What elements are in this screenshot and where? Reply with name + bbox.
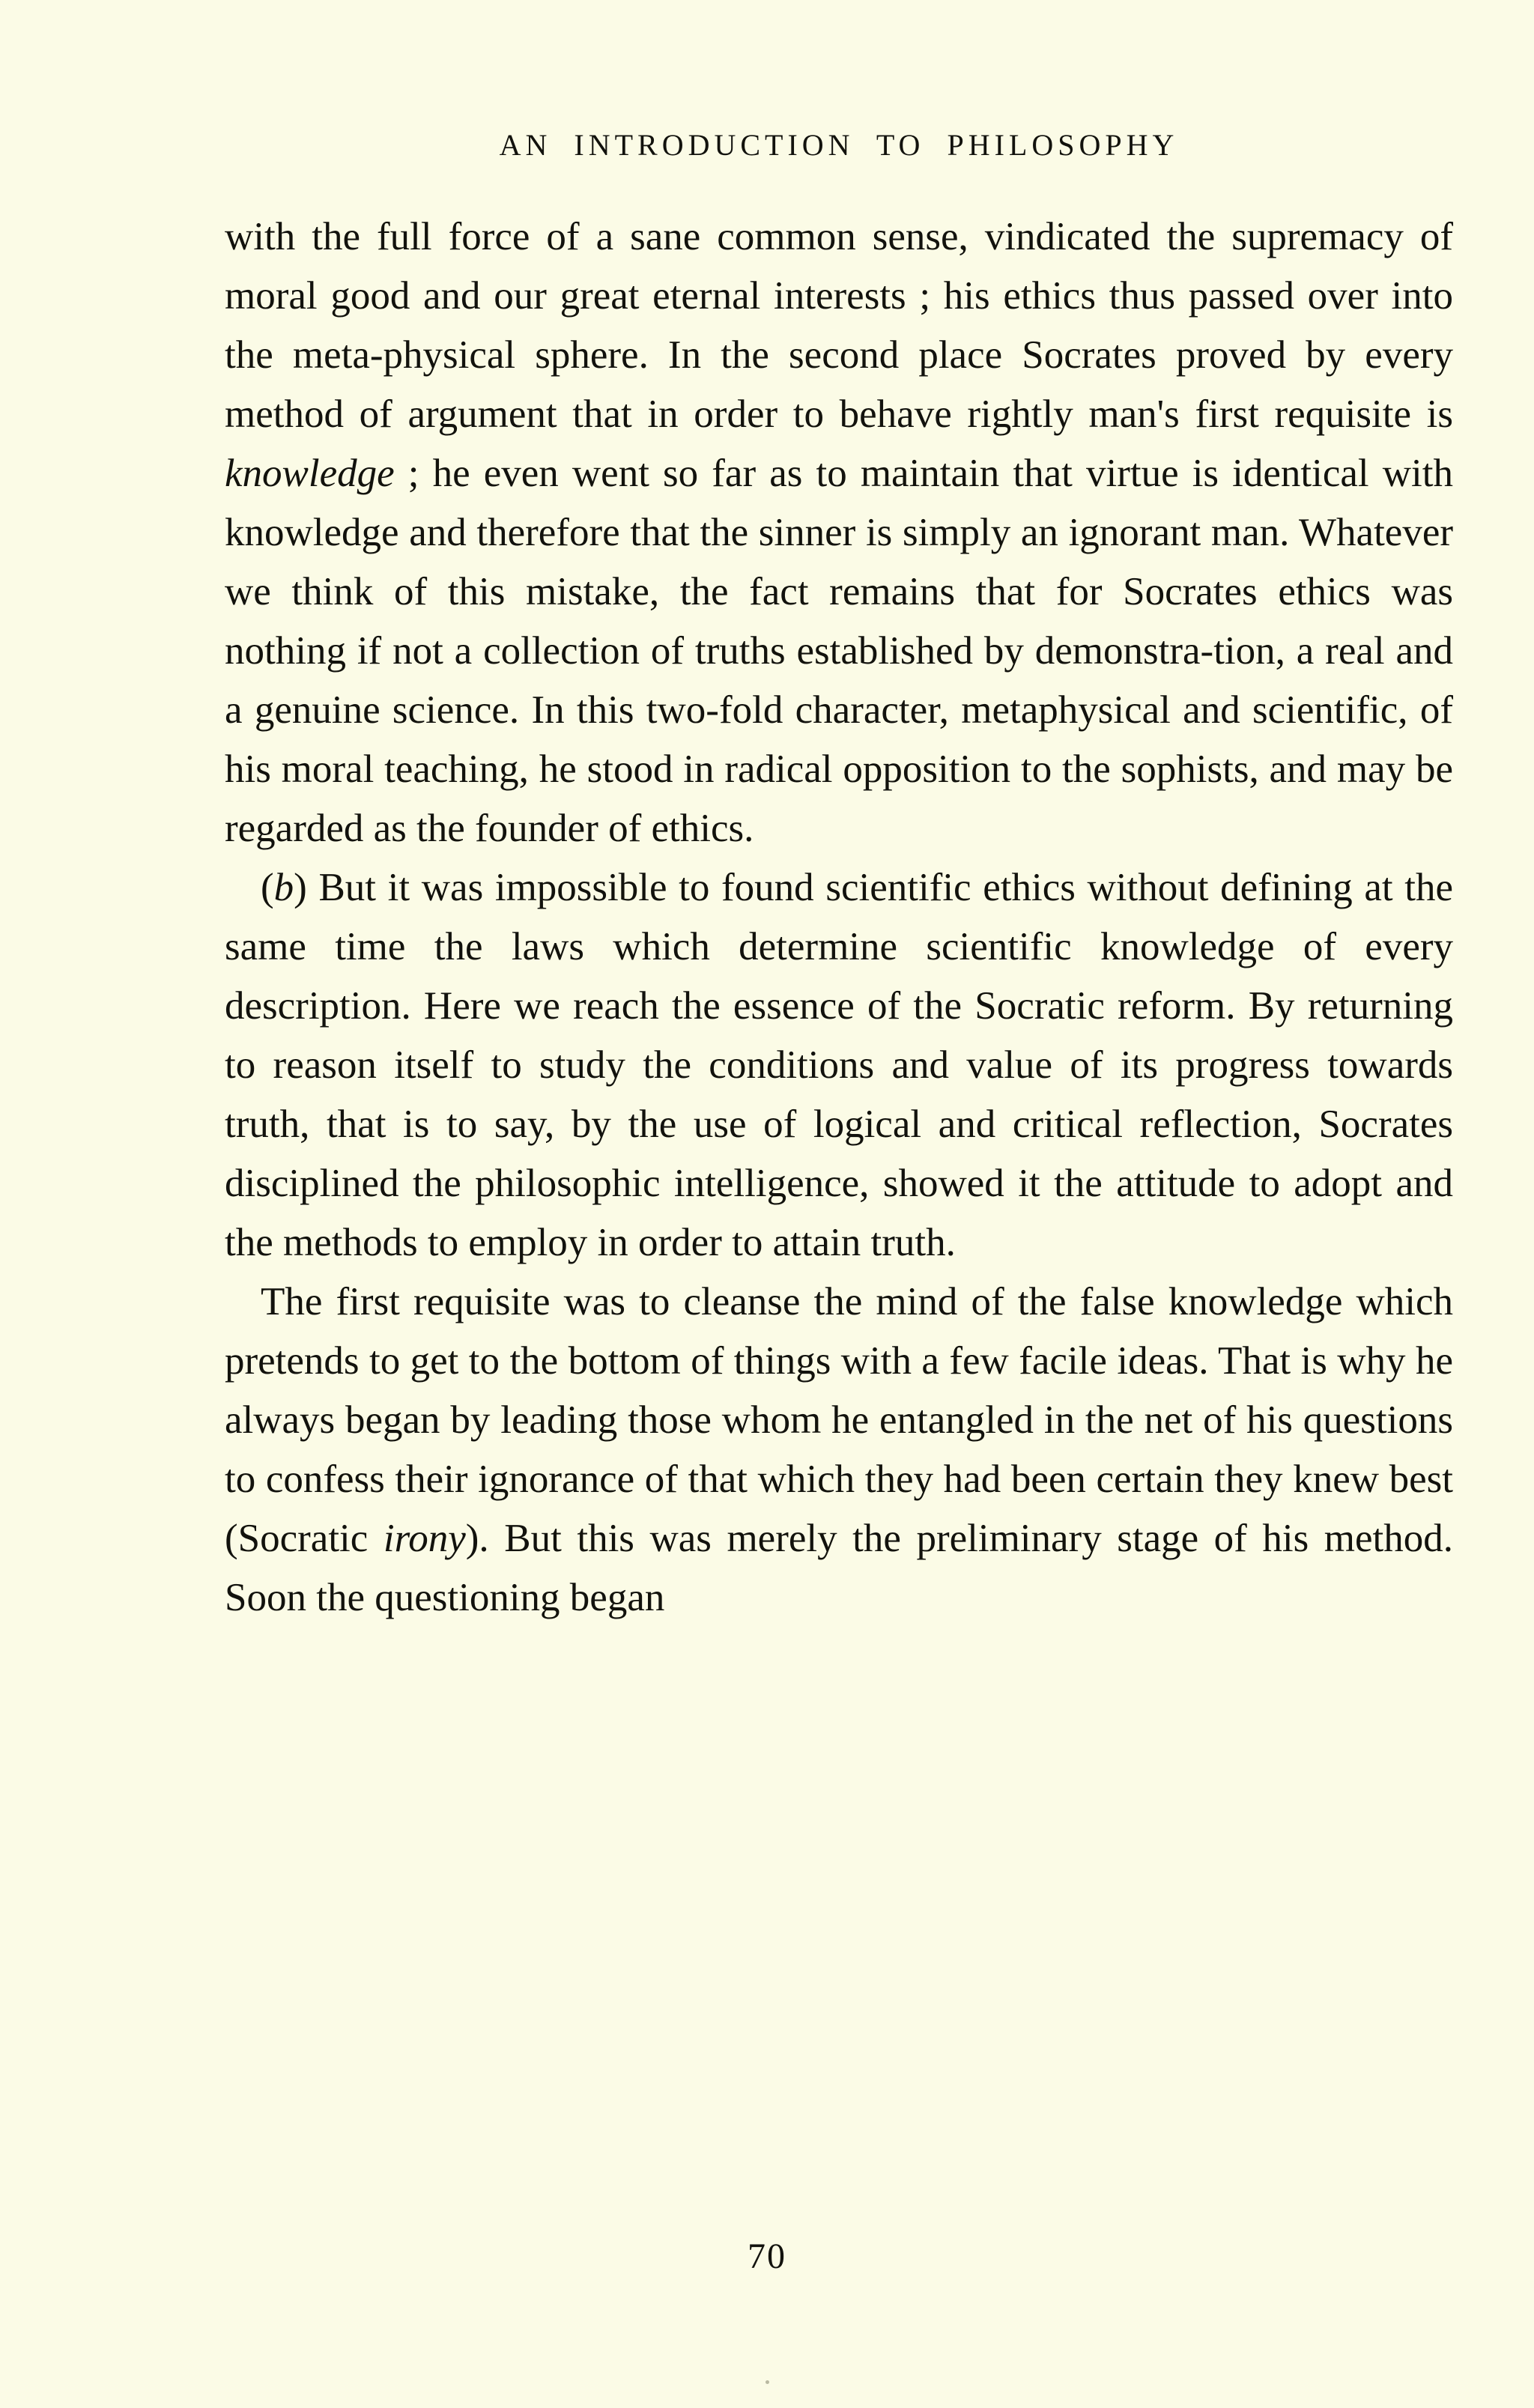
paragraph-2 [225,858,1453,1273]
text-run: ( [261,866,274,909]
text-run: ) But it was impossible to found scientific ethics without defining at the same time the laws which determine scientific knowledge of every description. Here we reach the essence of the Socratic reform. By returning to reason itself to study the conditions and value of its progress towards truth, that is to say, by the use of logical and critical reflection, Socrates disciplined the philosophic intelligence, showed it the attitude to adopt and the methods to employ in order to attain truth. [225,866,1453,1264]
italic-run: b [273,866,294,909]
body-text [225,207,1453,1628]
page-number: 70 [748,2236,786,2276]
italic-run: knowledge [225,452,395,495]
text-run: ). But this was merely the preliminary stage of his method. Soon the questioning began [225,1517,1454,1619]
running-head: AN INTRODUCTION TO PHILOSOPHY [499,128,1179,162]
paragraph-1 [225,207,1453,858]
italic-run: irony [383,1517,466,1560]
page-edge-mark [766,2380,769,2384]
page-content [225,127,1453,1628]
paragraph-3 [225,1273,1453,1628]
text-run: with the full force of a sane common sense, vindicated the supremacy of moral good and our great eternal interests ; his ethics thus passed over into the meta-physical sphere. In the second place Socrates proved by every method of argument that in order to behave rightly man's first requisite is [225,215,1453,436]
text-run: The first requisite was to cleanse the mind of the false knowledge which pretends to get to the bottom of things with a few facile ideas. That is why he always began by leading those whom he entangled in the net of his questions to confess their ignorance of that which they had been certain they knew best (Socratic [225,1280,1453,1560]
text-run: ; he even went so far as to maintain that virtue is identical with knowledge and therefore that the sinner is simply an ignorant man. Whatever we think of this mistake, the fact remains that for Socrates ethics was nothing if not a collection of truths established by demonstra-tion, a real and a genuine science. In this two-fold character, metaphysical and scientific, of his moral teaching, he stood in radical opposition to the sophists, and may be regarded as the founder of ethics. [225,452,1453,850]
